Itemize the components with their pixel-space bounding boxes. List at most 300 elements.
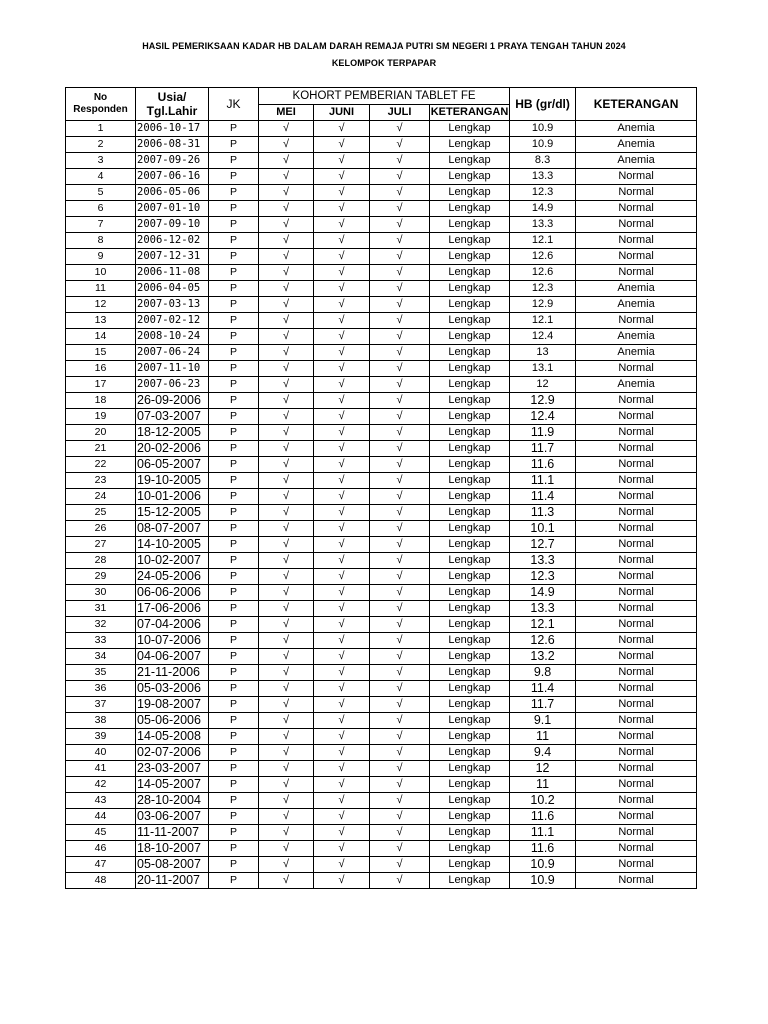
gender-cell: P xyxy=(209,537,259,553)
fe-juli-cell: √ xyxy=(370,393,430,409)
fe-mei-cell: √ xyxy=(259,409,314,425)
table-row xyxy=(66,793,697,809)
birth-date-cell: 05-08-2007 xyxy=(136,857,209,873)
hb-value-cell: 10.9 xyxy=(510,857,576,873)
hb-value-cell: 12.4 xyxy=(510,329,576,345)
hb-status-cell: Normal xyxy=(576,777,697,793)
fe-status-cell: Lengkap xyxy=(430,857,510,873)
fe-mei-cell: √ xyxy=(259,297,314,313)
respondent-no-cell: 17 xyxy=(66,377,136,393)
table-row xyxy=(66,761,697,777)
fe-juli-cell: √ xyxy=(370,761,430,777)
hb-value-cell: 11 xyxy=(510,777,576,793)
gender-cell: P xyxy=(209,697,259,713)
birth-date-cell: 2007-03-13 xyxy=(136,297,209,313)
fe-juni-cell: √ xyxy=(314,777,370,793)
fe-status-cell: Lengkap xyxy=(430,153,510,169)
hb-status-cell: Normal xyxy=(576,313,697,329)
fe-juli-cell: √ xyxy=(370,553,430,569)
respondent-no-cell: 47 xyxy=(66,857,136,873)
birth-date-cell: 11-11-2007 xyxy=(136,825,209,841)
fe-status-cell: Lengkap xyxy=(430,185,510,201)
fe-juni-cell: √ xyxy=(314,665,370,681)
fe-mei-cell: √ xyxy=(259,729,314,745)
fe-juli-cell: √ xyxy=(370,585,430,601)
fe-juli-cell: √ xyxy=(370,857,430,873)
gender-cell: P xyxy=(209,297,259,313)
fe-juni-cell: √ xyxy=(314,441,370,457)
hb-status-cell: Normal xyxy=(576,249,697,265)
fe-juni-cell: √ xyxy=(314,809,370,825)
birth-date-cell: 24-05-2006 xyxy=(136,569,209,585)
gender-cell: P xyxy=(209,153,259,169)
fe-juni-cell: √ xyxy=(314,601,370,617)
fe-juni-cell: √ xyxy=(314,329,370,345)
hb-value-cell: 11 xyxy=(510,729,576,745)
fe-status-cell: Lengkap xyxy=(430,745,510,761)
birth-date-cell: 2006-10-17 xyxy=(136,121,209,137)
fe-status-cell: Lengkap xyxy=(430,777,510,793)
hb-value-cell: 11.6 xyxy=(510,457,576,473)
respondent-no-cell: 7 xyxy=(66,217,136,233)
table-row xyxy=(66,729,697,745)
hb-status-cell: Normal xyxy=(576,745,697,761)
fe-mei-cell: √ xyxy=(259,857,314,873)
hb-status-cell: Anemia xyxy=(576,345,697,361)
hb-status-cell: Normal xyxy=(576,537,697,553)
respondent-no-cell: 35 xyxy=(66,665,136,681)
table-row xyxy=(66,857,697,873)
hb-value-cell: 13.1 xyxy=(510,361,576,377)
gender-cell: P xyxy=(209,457,259,473)
hb-status-cell: Normal xyxy=(576,857,697,873)
fe-mei-cell: √ xyxy=(259,697,314,713)
fe-juni-cell: √ xyxy=(314,185,370,201)
table-row xyxy=(66,329,697,345)
hb-value-cell: 10.9 xyxy=(510,873,576,889)
fe-mei-cell: √ xyxy=(259,425,314,441)
gender-cell: P xyxy=(209,553,259,569)
birth-date-cell: 2007-01-10 xyxy=(136,201,209,217)
fe-juni-cell: √ xyxy=(314,505,370,521)
fe-mei-cell: √ xyxy=(259,761,314,777)
fe-mei-cell: √ xyxy=(259,713,314,729)
fe-mei-cell: √ xyxy=(259,281,314,297)
hb-value-cell: 12.9 xyxy=(510,297,576,313)
respondent-no-cell: 37 xyxy=(66,697,136,713)
birth-date-cell: 2007-02-12 xyxy=(136,313,209,329)
fe-juni-cell: √ xyxy=(314,633,370,649)
respondent-no-cell: 24 xyxy=(66,489,136,505)
header-row-top xyxy=(66,88,697,105)
birth-date-cell: 10-01-2006 xyxy=(136,489,209,505)
respondent-no-cell: 25 xyxy=(66,505,136,521)
fe-juni-cell: √ xyxy=(314,713,370,729)
table-row xyxy=(66,361,697,377)
hb-status-cell: Normal xyxy=(576,633,697,649)
respondent-no-cell: 23 xyxy=(66,473,136,489)
table-row xyxy=(66,153,697,169)
respondent-no-cell: 44 xyxy=(66,809,136,825)
fe-juli-cell: √ xyxy=(370,409,430,425)
fe-status-cell: Lengkap xyxy=(430,601,510,617)
birth-date-cell: 2006-04-05 xyxy=(136,281,209,297)
fe-status-cell: Lengkap xyxy=(430,233,510,249)
respondent-no-cell: 13 xyxy=(66,313,136,329)
fe-juli-cell: √ xyxy=(370,633,430,649)
respondent-no-cell: 11 xyxy=(66,281,136,297)
fe-status-cell: Lengkap xyxy=(430,281,510,297)
fe-juni-cell: √ xyxy=(314,249,370,265)
fe-status-cell: Lengkap xyxy=(430,697,510,713)
fe-juli-cell: √ xyxy=(370,729,430,745)
fe-status-cell: Lengkap xyxy=(430,169,510,185)
fe-status-cell: Lengkap xyxy=(430,473,510,489)
header-tgl-lahir-label: Tgl.Lahir xyxy=(146,104,198,118)
hb-status-cell: Normal xyxy=(576,361,697,377)
birth-date-cell: 10-02-2007 xyxy=(136,553,209,569)
fe-mei-cell: √ xyxy=(259,473,314,489)
hb-status-cell: Normal xyxy=(576,489,697,505)
fe-juli-cell: √ xyxy=(370,521,430,537)
gender-cell: P xyxy=(209,329,259,345)
fe-mei-cell: √ xyxy=(259,361,314,377)
hb-value-cell: 13.2 xyxy=(510,649,576,665)
fe-juni-cell: √ xyxy=(314,745,370,761)
hb-status-cell: Normal xyxy=(576,585,697,601)
hb-value-cell: 11.7 xyxy=(510,697,576,713)
fe-mei-cell: √ xyxy=(259,201,314,217)
birth-date-cell: 20-02-2006 xyxy=(136,441,209,457)
fe-status-cell: Lengkap xyxy=(430,361,510,377)
birth-date-cell: 2008-10-24 xyxy=(136,329,209,345)
gender-cell: P xyxy=(209,665,259,681)
hb-value-cell: 12.6 xyxy=(510,249,576,265)
fe-status-cell: Lengkap xyxy=(430,249,510,265)
fe-juli-cell: √ xyxy=(370,265,430,281)
birth-date-cell: 19-08-2007 xyxy=(136,697,209,713)
fe-mei-cell: √ xyxy=(259,665,314,681)
respondent-no-cell: 32 xyxy=(66,617,136,633)
fe-juli-cell: √ xyxy=(370,825,430,841)
fe-juni-cell: √ xyxy=(314,841,370,857)
fe-status-cell: Lengkap xyxy=(430,841,510,857)
hb-status-cell: Normal xyxy=(576,521,697,537)
table-row xyxy=(66,649,697,665)
fe-mei-cell: √ xyxy=(259,489,314,505)
gender-cell: P xyxy=(209,617,259,633)
gender-cell: P xyxy=(209,185,259,201)
hb-value-cell: 11.9 xyxy=(510,425,576,441)
gender-cell: P xyxy=(209,249,259,265)
hb-status-cell: Normal xyxy=(576,185,697,201)
fe-juni-cell: √ xyxy=(314,361,370,377)
hb-value-cell: 12 xyxy=(510,761,576,777)
table-row xyxy=(66,297,697,313)
hb-status-cell: Anemia xyxy=(576,297,697,313)
fe-status-cell: Lengkap xyxy=(430,377,510,393)
fe-juli-cell: √ xyxy=(370,137,430,153)
respondent-no-cell: 14 xyxy=(66,329,136,345)
birth-date-cell: 21-11-2006 xyxy=(136,665,209,681)
hb-value-cell: 12 xyxy=(510,377,576,393)
document-subtitle: KELOMPOK TERPAPAR xyxy=(331,58,437,68)
gender-cell: P xyxy=(209,841,259,857)
table-row xyxy=(66,233,697,249)
hb-value-cell: 12.7 xyxy=(510,537,576,553)
fe-juli-cell: √ xyxy=(370,217,430,233)
fe-juni-cell: √ xyxy=(314,377,370,393)
fe-juli-cell: √ xyxy=(370,745,430,761)
birth-date-cell: 06-06-2006 xyxy=(136,585,209,601)
fe-juli-cell: √ xyxy=(370,713,430,729)
hb-value-cell: 11.7 xyxy=(510,441,576,457)
fe-mei-cell: √ xyxy=(259,153,314,169)
fe-mei-cell: √ xyxy=(259,841,314,857)
hb-status-cell: Normal xyxy=(576,169,697,185)
fe-juli-cell: √ xyxy=(370,665,430,681)
fe-juni-cell: √ xyxy=(314,217,370,233)
table-row xyxy=(66,313,697,329)
fe-status-cell: Lengkap xyxy=(430,729,510,745)
table-row xyxy=(66,633,697,649)
hb-status-cell: Normal xyxy=(576,697,697,713)
gender-cell: P xyxy=(209,601,259,617)
gender-cell: P xyxy=(209,121,259,137)
hb-status-cell: Normal xyxy=(576,793,697,809)
birth-date-cell: 2007-12-31 xyxy=(136,249,209,265)
respondent-no-cell: 9 xyxy=(66,249,136,265)
fe-juli-cell: √ xyxy=(370,441,430,457)
gender-cell: P xyxy=(209,793,259,809)
gender-cell: P xyxy=(209,873,259,889)
fe-juli-cell: √ xyxy=(370,537,430,553)
gender-cell: P xyxy=(209,409,259,425)
fe-juni-cell: √ xyxy=(314,313,370,329)
hb-status-cell: Normal xyxy=(576,665,697,681)
hb-status-cell: Anemia xyxy=(576,153,697,169)
gender-cell: P xyxy=(209,585,259,601)
fe-juli-cell: √ xyxy=(370,233,430,249)
birth-date-cell: 2006-05-06 xyxy=(136,185,209,201)
fe-mei-cell: √ xyxy=(259,569,314,585)
table-row xyxy=(66,569,697,585)
fe-status-cell: Lengkap xyxy=(430,633,510,649)
hb-value-cell: 11.1 xyxy=(510,825,576,841)
hb-status-cell: Normal xyxy=(576,393,697,409)
fe-juli-cell: √ xyxy=(370,121,430,137)
fe-mei-cell: √ xyxy=(259,585,314,601)
fe-mei-cell: √ xyxy=(259,553,314,569)
fe-juni-cell: √ xyxy=(314,473,370,489)
fe-juni-cell: √ xyxy=(314,137,370,153)
respondent-no-cell: 5 xyxy=(66,185,136,201)
fe-juni-cell: √ xyxy=(314,857,370,873)
birth-date-cell: 2006-12-02 xyxy=(136,233,209,249)
fe-juni-cell: √ xyxy=(314,153,370,169)
fe-status-cell: Lengkap xyxy=(430,393,510,409)
hb-status-cell: Normal xyxy=(576,473,697,489)
hb-value-cell: 13.3 xyxy=(510,553,576,569)
fe-mei-cell: √ xyxy=(259,681,314,697)
hb-status-cell: Normal xyxy=(576,761,697,777)
fe-juni-cell: √ xyxy=(314,409,370,425)
table-row xyxy=(66,265,697,281)
fe-juli-cell: √ xyxy=(370,793,430,809)
table-row xyxy=(66,185,697,201)
hb-value-cell: 11.4 xyxy=(510,489,576,505)
hb-status-cell: Normal xyxy=(576,809,697,825)
table-row xyxy=(66,457,697,473)
fe-juli-cell: √ xyxy=(370,153,430,169)
fe-juli-cell: √ xyxy=(370,809,430,825)
fe-juli-cell: √ xyxy=(370,697,430,713)
hb-status-cell: Normal xyxy=(576,457,697,473)
hb-status-cell: Anemia xyxy=(576,377,697,393)
fe-juli-cell: √ xyxy=(370,873,430,889)
table-row xyxy=(66,713,697,729)
fe-juni-cell: √ xyxy=(314,169,370,185)
hb-value-cell: 11.6 xyxy=(510,841,576,857)
gender-cell: P xyxy=(209,281,259,297)
header-usia-label: Usia/ xyxy=(157,90,187,104)
fe-juli-cell: √ xyxy=(370,361,430,377)
header-no-responden xyxy=(66,88,136,121)
fe-status-cell: Lengkap xyxy=(430,569,510,585)
table-row xyxy=(66,617,697,633)
fe-juli-cell: √ xyxy=(370,681,430,697)
hb-value-cell: 13.3 xyxy=(510,217,576,233)
birth-date-cell: 05-06-2006 xyxy=(136,713,209,729)
hb-value-cell: 12.4 xyxy=(510,409,576,425)
respondent-no-cell: 2 xyxy=(66,137,136,153)
table-row xyxy=(66,841,697,857)
header-mei: MEI xyxy=(259,105,314,121)
birth-date-cell: 10-07-2006 xyxy=(136,633,209,649)
fe-mei-cell: √ xyxy=(259,345,314,361)
fe-mei-cell: √ xyxy=(259,633,314,649)
fe-juli-cell: √ xyxy=(370,329,430,345)
respondent-no-cell: 30 xyxy=(66,585,136,601)
respondent-no-cell: 38 xyxy=(66,713,136,729)
fe-status-cell: Lengkap xyxy=(430,201,510,217)
fe-juni-cell: √ xyxy=(314,825,370,841)
hb-status-cell: Normal xyxy=(576,569,697,585)
fe-status-cell: Lengkap xyxy=(430,585,510,601)
fe-status-cell: Lengkap xyxy=(430,489,510,505)
hb-status-cell: Normal xyxy=(576,505,697,521)
fe-mei-cell: √ xyxy=(259,505,314,521)
header-responden-label: Responden xyxy=(73,104,128,115)
fe-juni-cell: √ xyxy=(314,761,370,777)
fe-mei-cell: √ xyxy=(259,777,314,793)
fe-juli-cell: √ xyxy=(370,297,430,313)
fe-mei-cell: √ xyxy=(259,809,314,825)
birth-date-cell: 07-03-2007 xyxy=(136,409,209,425)
document-title: HASIL PEMERIKSAAN KADAR HB DALAM DARAH REMAJA PUTRI SM NEGERI 1 PRAYA TENGAH TAHUN 2024 xyxy=(142,41,626,51)
table-row xyxy=(66,489,697,505)
fe-mei-cell: √ xyxy=(259,457,314,473)
hb-status-cell: Normal xyxy=(576,825,697,841)
fe-status-cell: Lengkap xyxy=(430,265,510,281)
gender-cell: P xyxy=(209,809,259,825)
table-row xyxy=(66,121,697,137)
header-jk: JK xyxy=(209,88,259,121)
fe-status-cell: Lengkap xyxy=(430,409,510,425)
hb-status-cell: Normal xyxy=(576,265,697,281)
gender-cell: P xyxy=(209,857,259,873)
respondent-no-cell: 28 xyxy=(66,553,136,569)
hb-status-cell: Anemia xyxy=(576,281,697,297)
fe-juni-cell: √ xyxy=(314,873,370,889)
fe-mei-cell: √ xyxy=(259,873,314,889)
gender-cell: P xyxy=(209,201,259,217)
hb-value-cell: 11.3 xyxy=(510,505,576,521)
fe-mei-cell: √ xyxy=(259,793,314,809)
gender-cell: P xyxy=(209,441,259,457)
respondent-no-cell: 6 xyxy=(66,201,136,217)
hb-status-cell: Normal xyxy=(576,441,697,457)
fe-juli-cell: √ xyxy=(370,473,430,489)
respondent-no-cell: 1 xyxy=(66,121,136,137)
respondent-no-cell: 39 xyxy=(66,729,136,745)
table-row xyxy=(66,585,697,601)
hb-status-cell: Normal xyxy=(576,233,697,249)
fe-status-cell: Lengkap xyxy=(430,521,510,537)
header-no-label: No xyxy=(93,92,108,103)
hb-results-table xyxy=(65,87,697,889)
fe-juni-cell: √ xyxy=(314,697,370,713)
table-row xyxy=(66,393,697,409)
fe-juli-cell: √ xyxy=(370,281,430,297)
gender-cell: P xyxy=(209,633,259,649)
hb-value-cell: 13.3 xyxy=(510,169,576,185)
fe-juni-cell: √ xyxy=(314,345,370,361)
gender-cell: P xyxy=(209,137,259,153)
header-hb: HB (gr/dl) xyxy=(510,88,576,121)
table-row xyxy=(66,777,697,793)
respondent-no-cell: 19 xyxy=(66,409,136,425)
fe-status-cell: Lengkap xyxy=(430,441,510,457)
hb-value-cell: 10.2 xyxy=(510,793,576,809)
fe-mei-cell: √ xyxy=(259,249,314,265)
table-row xyxy=(66,345,697,361)
gender-cell: P xyxy=(209,233,259,249)
respondent-no-cell: 48 xyxy=(66,873,136,889)
birth-date-cell: 17-06-2006 xyxy=(136,601,209,617)
birth-date-cell: 04-06-2007 xyxy=(136,649,209,665)
respondent-no-cell: 45 xyxy=(66,825,136,841)
birth-date-cell: 03-06-2007 xyxy=(136,809,209,825)
hb-status-cell: Normal xyxy=(576,409,697,425)
hb-status-cell: Normal xyxy=(576,729,697,745)
fe-status-cell: Lengkap xyxy=(430,537,510,553)
fe-status-cell: Lengkap xyxy=(430,121,510,137)
fe-juli-cell: √ xyxy=(370,201,430,217)
hb-status-cell: Normal xyxy=(576,681,697,697)
table-row xyxy=(66,169,697,185)
respondent-no-cell: 36 xyxy=(66,681,136,697)
gender-cell: P xyxy=(209,505,259,521)
gender-cell: P xyxy=(209,217,259,233)
table-row xyxy=(66,377,697,393)
hb-status-cell: Normal xyxy=(576,649,697,665)
fe-juli-cell: √ xyxy=(370,505,430,521)
hb-value-cell: 12.9 xyxy=(510,393,576,409)
table-row xyxy=(66,249,697,265)
fe-mei-cell: √ xyxy=(259,441,314,457)
respondent-no-cell: 20 xyxy=(66,425,136,441)
